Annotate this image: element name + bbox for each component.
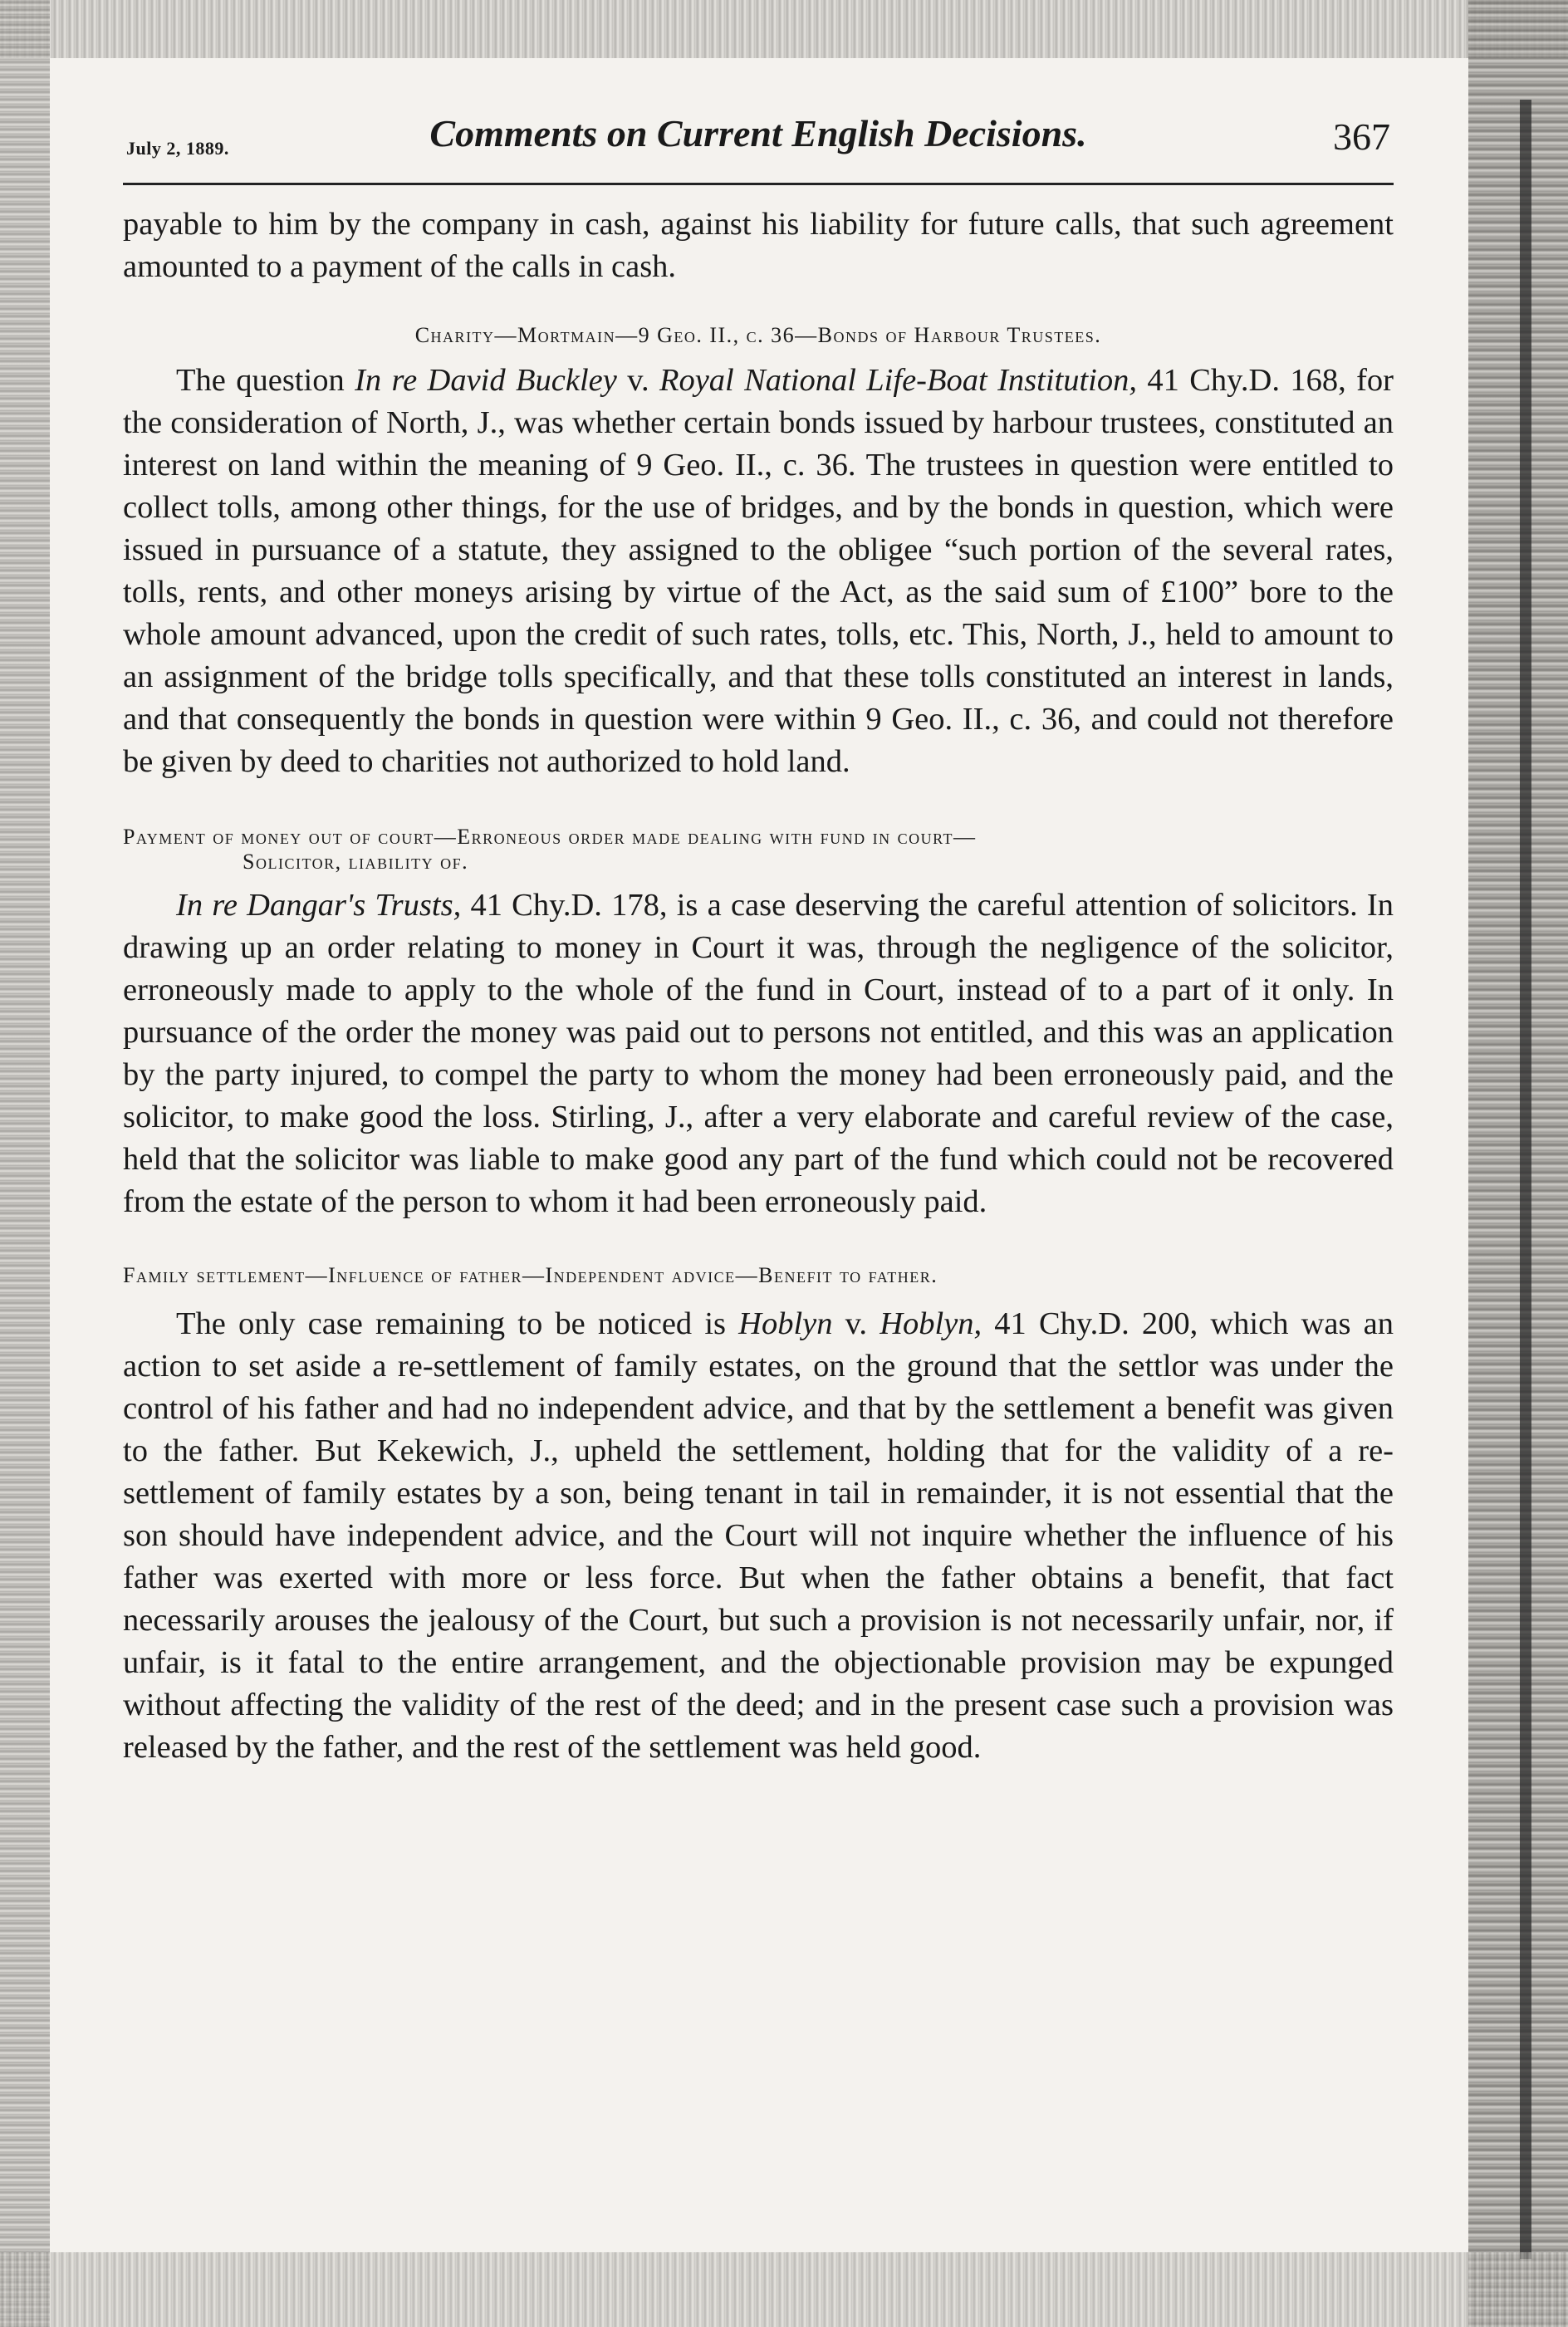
scan-edge-top bbox=[0, 0, 1568, 58]
case-name: Royal National Life-Boat Institution, bbox=[659, 363, 1137, 398]
continued-paragraph: payable to him by the company in cash, against his liability for future calls, that such agreement amounted to a payment of the calls in cash. bbox=[123, 207, 1394, 284]
case-name: Hoblyn, bbox=[880, 1306, 982, 1341]
scan-edge-right bbox=[1468, 0, 1568, 2327]
paragraph-hoblyn bbox=[123, 1303, 1394, 1769]
page bbox=[123, 106, 1394, 1769]
section-heading-family: Family settlement—Influence of father—Independent advice—Benefit to father. bbox=[123, 1263, 938, 1287]
text-run: v. bbox=[616, 363, 659, 398]
running-head bbox=[123, 106, 1394, 185]
running-title: Comments on Current English Decisions. bbox=[429, 112, 1087, 154]
case-name: In re David Buckley bbox=[355, 363, 617, 398]
page-number: 367 bbox=[1333, 115, 1390, 158]
paragraph-buckley bbox=[123, 360, 1394, 783]
text-run: 41 Chy.D. 178, is a case deserving the careful attention of solicitors. In drawing up an order relating to money in Court it was, through the negligence of the solicitor, erroneously made to apply to the whole of the fund in Court, instead of to a part of it only. In pursuance of the order the money was paid out to persons not entitled, and this was an application by the party injured, to compel the party to whom the money had been erroneously paid, and the solicitor, to make good the loss. Stirling, J., after a very elaborate and careful review of the case, held that the solicitor was liable to make good any part of the fund which could not be recovered from the estate of the person to whom it had been erroneously paid. bbox=[123, 888, 1394, 1219]
heading-line: Solicitor, liability of. bbox=[243, 850, 469, 874]
scan-edge-left bbox=[0, 0, 50, 2327]
scan-edge-bottom bbox=[0, 2252, 1568, 2327]
text-run: v. bbox=[832, 1306, 880, 1341]
paragraph-dangar bbox=[123, 884, 1394, 1223]
text-run: The question bbox=[176, 363, 355, 398]
text-run: 41 Chy.D. 168, for the consideration of North, J., was whether certain bonds issued by harbour trustees, constituted an interest on land within the meaning of 9 Geo. II., c. 36. The trustees in question were entitled to collect tolls, among other things, for the use of bridges, and by the bonds in question, which were issued in pursuance of a statute, they assigned to the obligee “such portion of the several rates, tolls, rents, and other moneys arising by virtue of the Act, as the said sum of £100” bore to the whole amount advanced, upon the credit of such rates, tolls, etc. This, North, J., held to amount to an assignment of the bridge tolls specifically, and that these tolls constituted an interest in lands, and that consequently the bonds in question were within 9 Geo. II., c. 36, and could not therefore be given by deed to charities not authorized to hold land. bbox=[123, 363, 1394, 779]
binding-shadow bbox=[1520, 100, 1531, 2259]
issue-date: July 2, 1889. bbox=[126, 138, 229, 159]
text-run: 41 Chy.D. 200, which was an action to set aside a re-settlement of family estates, on the ground that the settlor was under the control of his father and had no independent advice, and that by the settlement a benefit was given to the father. But Kekewich, J., upheld the settlement, holding that for the validity of a re-settlement of family estates by a son, being tenant in tail in remainder, it is not essential that the son should have independent advice, and the Court will not inquire whether the influence of his father was exerted with more or less force. But when the father obtains a benefit, that fact necessarily arouses the jealousy of the Court, but such a provision is not necessarily unfair, nor, if unfair, is it fatal to the entire arrangement, and the objectionable provision may be expunged without affecting the validity of the rest of the deed; and in the present case such a provision was released by the father, and the rest of the settlement was held good. bbox=[123, 1306, 1394, 1765]
text-run: The only case remaining to be noticed is bbox=[176, 1306, 739, 1341]
heading-line: Payment of money out of court—Erroneous order made dealing with fund in court— bbox=[123, 825, 977, 849]
case-name: In re Dangar's Trusts, bbox=[176, 888, 462, 923]
section-heading-payment bbox=[123, 825, 1394, 874]
section-heading-charity: Charity—Mortmain—9 Geo. II., c. 36—Bonds of Harbour Trustees. bbox=[414, 323, 1102, 347]
case-name: Hoblyn bbox=[738, 1306, 833, 1341]
